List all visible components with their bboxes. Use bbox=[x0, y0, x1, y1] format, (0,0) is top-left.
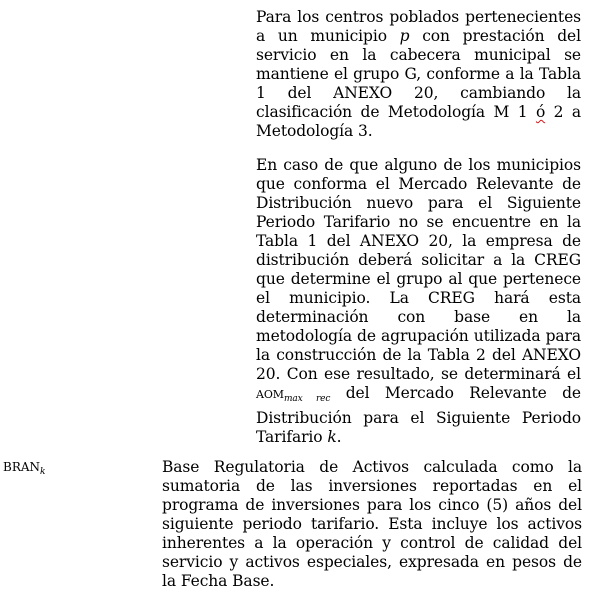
spellcheck-flagged-word: ó bbox=[535, 103, 546, 121]
aom-symbol: AOM bbox=[256, 388, 284, 401]
para1-text-2: con prestación del servicio en la cabecera municipal se mantiene el grupo G, conforme a la Tabla 1 del ANEXO 20, cambiando la clasificación de Metodología M 1 bbox=[256, 27, 581, 121]
para1-text-3: 2 a Metodología 3. bbox=[256, 103, 581, 140]
para1-text-1: Para los centros poblados pertenecientes a un municipio bbox=[256, 8, 581, 45]
definition-term bbox=[3, 458, 46, 482]
var-k: k bbox=[327, 428, 337, 446]
paragraph-municipios-nuevos bbox=[256, 156, 581, 447]
aom-subscript: max rec bbox=[283, 394, 331, 404]
para2-text-1: En caso de que alguno de los municipios que conforma el Mercado Relevante de Distribución nuevo para el Siguiente Periodo Tarifario no se encuentre en la Tabla 1 del ANEXO 20, la empresa de distribución deberá solicitar a la CREG que determine el grupo al que pertenece el municipio. La CREG hará esta determinación con base en la metodología de agrupación utilizada para la construcción de la Tabla 2 del ANEXO 20. Con ese resultado, se determinará el bbox=[256, 156, 581, 383]
para2-text-2: del Mercado Relevante de Distribución para el Siguiente Periodo Tarifario bbox=[256, 384, 581, 446]
var-p: p bbox=[399, 27, 410, 45]
para2-text-3: . bbox=[336, 428, 342, 446]
definition-text: Base Regulatoria de Activos calculada como la sumatoria de las inversiones reportadas en el programa de inversiones para los cinco (5) años del siguiente periodo tarifario. Esta incluye los activos inherentes a la operación y control de calidad del servicio y activos especiales, expresada en pesos de la Fecha Base. bbox=[162, 458, 582, 590]
term-base: BRAN bbox=[3, 460, 41, 474]
paragraph-centros-poblados bbox=[256, 8, 581, 141]
term-subscript: k bbox=[40, 467, 46, 477]
